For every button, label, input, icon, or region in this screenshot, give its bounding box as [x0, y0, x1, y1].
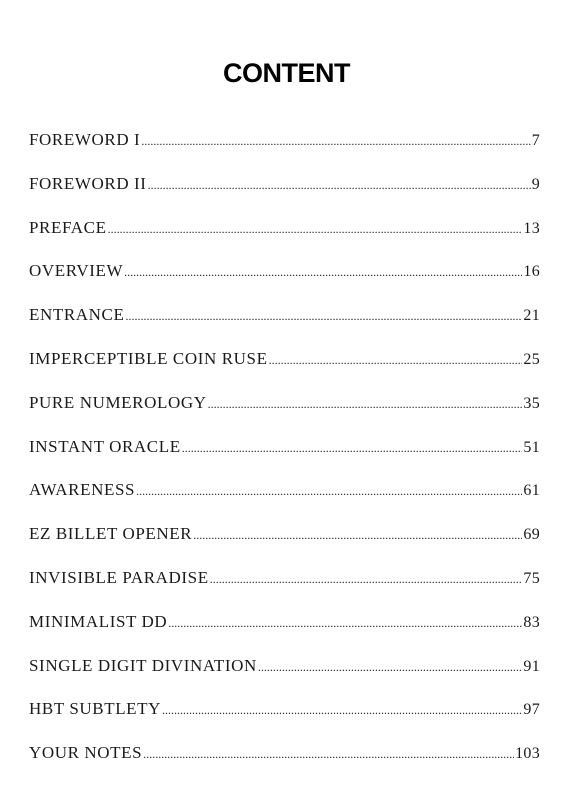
toc-entry-page-number: 16: [523, 263, 540, 281]
toc-entry[interactable]: [29, 174, 540, 218]
dot-leader: [143, 747, 514, 762]
dot-leader: [193, 528, 522, 543]
toc-entry[interactable]: [29, 743, 540, 787]
toc-entry[interactable]: [29, 349, 540, 393]
toc-entry-page-number: 61: [523, 482, 540, 500]
toc-entry-title: IMPERCEPTIBLE COIN RUSE: [29, 348, 268, 368]
dot-leader: [269, 353, 523, 368]
toc-entry-title: FOREWORD I: [29, 130, 141, 149]
toc-entry-title: FOREWORD II: [29, 173, 147, 193]
dot-leader: [141, 134, 530, 149]
toc-entry[interactable]: [29, 393, 540, 437]
toc-entry[interactable]: [29, 699, 540, 743]
toc-entry[interactable]: [29, 437, 540, 481]
toc-entry-page-number: 25: [523, 350, 540, 368]
toc-entry-page-number: 83: [523, 613, 540, 631]
toc-entry-title: INVISIBLE PARADISE: [29, 567, 209, 587]
dot-leader: [210, 572, 523, 587]
toc-entry[interactable]: [29, 480, 540, 524]
dot-leader: [208, 397, 523, 412]
toc-entry[interactable]: [29, 524, 540, 568]
toc-entry[interactable]: [29, 305, 540, 349]
toc-entry-title: OVERVIEW: [29, 261, 124, 281]
dot-leader: [182, 441, 523, 456]
toc-entry-page-number: 9: [531, 175, 540, 193]
dot-leader: [136, 484, 522, 499]
toc-entry-page-number: 103: [515, 745, 540, 763]
toc-entry-page-number: 35: [523, 394, 540, 412]
toc-entry-page-number: 51: [523, 438, 540, 456]
toc-entry-page-number: 21: [523, 307, 540, 325]
toc-entry-title: ENTRANCE: [29, 305, 125, 325]
toc-entry[interactable]: [29, 568, 540, 612]
dot-leader: [168, 616, 522, 631]
dot-leader: [125, 309, 522, 324]
toc-entry-title: YOUR NOTES: [29, 743, 143, 763]
toc-entry-title: AWARENESS: [29, 480, 136, 500]
toc-entry[interactable]: [29, 130, 540, 174]
toc-entry-title: MINIMALIST DD: [29, 611, 168, 631]
dot-leader: [258, 660, 523, 675]
table-of-contents: [29, 130, 540, 787]
toc-entry-title: EZ BILLET OPENER: [29, 524, 193, 544]
toc-entry[interactable]: [29, 656, 540, 700]
toc-entry-page-number: 69: [523, 526, 540, 544]
page-title: CONTENT: [223, 58, 350, 88]
dot-leader: [124, 265, 522, 280]
toc-entry-page-number: 75: [523, 569, 540, 587]
dot-leader: [148, 178, 531, 193]
toc-entry-page-number: 91: [523, 657, 540, 675]
toc-entry-page-number: 13: [523, 219, 540, 237]
toc-entry[interactable]: [29, 261, 540, 305]
toc-entry-title: PREFACE: [29, 217, 107, 237]
toc-entry-title: SINGLE DIGIT DIVINATION: [29, 655, 257, 675]
toc-entry[interactable]: [29, 218, 540, 262]
toc-entry-page-number: 97: [523, 701, 540, 719]
dot-leader: [108, 222, 523, 237]
toc-entry-title: HBT SUBTLETY: [29, 699, 162, 719]
dot-leader: [162, 703, 522, 718]
toc-entry[interactable]: [29, 612, 540, 656]
toc-entry-page-number: 7: [531, 132, 540, 149]
toc-entry-title: PURE NUMEROLOGY: [29, 392, 207, 412]
toc-entry-title: INSTANT ORACLE: [29, 436, 181, 456]
